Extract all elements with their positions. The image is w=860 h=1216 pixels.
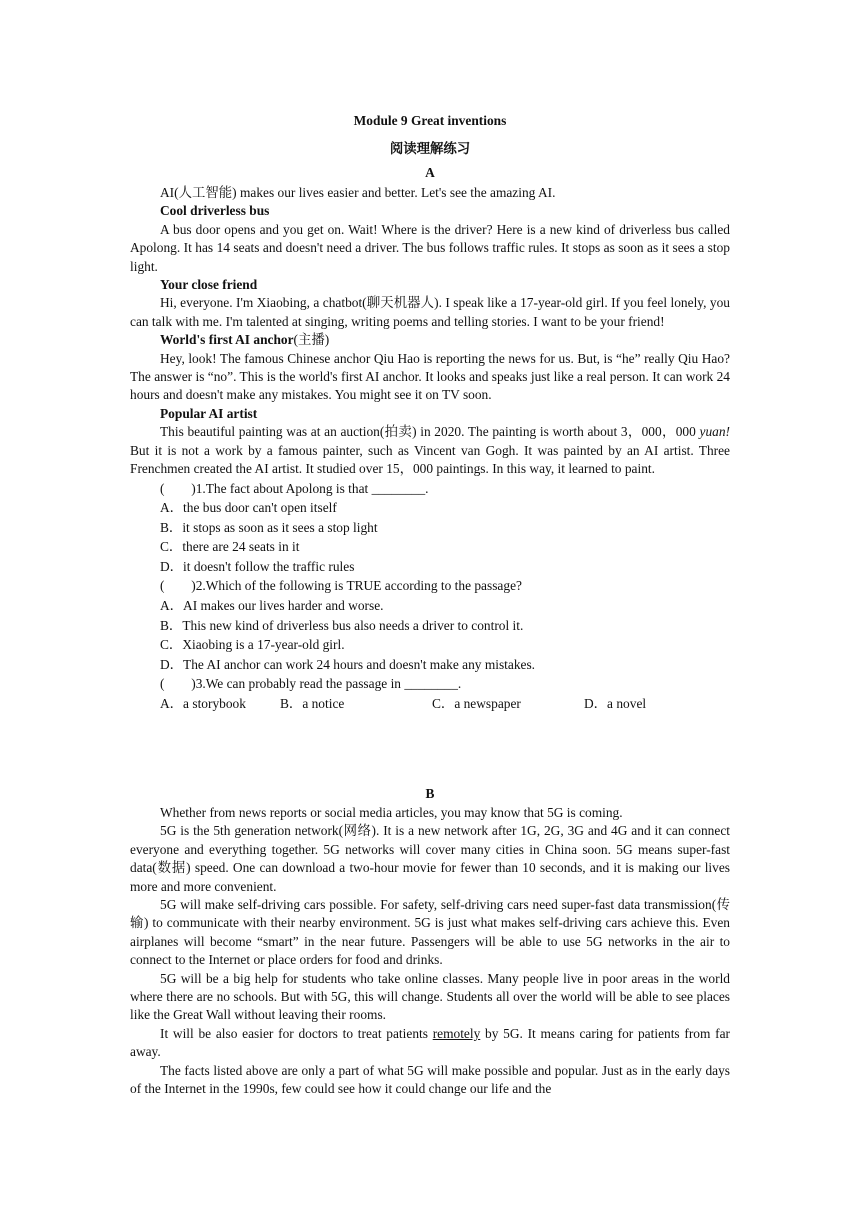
exercise-subtitle: 阅读理解练习 xyxy=(389,141,471,156)
paragraph-driverless-bus: A bus door opens and you get on. Wait! Where is the driver? Here is a new kind of driverless bus called Apolong. It has 14 seats and doesn't need a driver. The bus follows traffic rules. It stops as soon as it sees a stop light. xyxy=(130,221,730,274)
q3-option-c: C．a newspaper xyxy=(432,696,521,712)
q3-options xyxy=(130,694,730,714)
question-3: ( )3.We can probably read the passage in ________. xyxy=(160,676,462,692)
q2-option-c: C．Xiaobing is a 17-year-old girl. xyxy=(160,637,345,653)
section-b xyxy=(130,804,730,1099)
b-paragraph-5-underlined: remotely xyxy=(432,1025,481,1041)
section-a xyxy=(130,184,730,714)
b-paragraph-2: 5G is the 5th generation network(网络). It is a new network after 1G, 2G, 3G and 4G and it can connect everyone and everything together. 5G networks will cover many cities in China soon. 5G means super-fast data(数据) speed. One can download a two-hour movie for fewer than 10 seconds, and it is making our lives more and more convenient. xyxy=(130,823,730,894)
q3-option-a: A．a storybook xyxy=(160,696,246,712)
b-paragraph-5-part1: It will be also easier for doctors to treat patients xyxy=(160,1025,433,1041)
intro-paragraph: AI(人工智能) makes our lives easier and better. Let's see the amazing AI. xyxy=(160,185,556,200)
q2-option-b: B．This new kind of driverless bus also needs a driver to control it. xyxy=(160,617,524,633)
b-paragraph-4: 5G will be a big help for students who take online classes. Many people live in poor areas in the world where there are no schools. But with 5G, this will change. Students all over the world will be able to see places like the Great Wall without leaving their rooms. xyxy=(130,970,730,1023)
heading-ai-anchor-gloss: (主播) xyxy=(293,332,330,348)
b-paragraph-3: 5G will make self-driving cars possible. For safety, self-driving cars need super-fast data transmission(传输) to communicate with their nearby environment. 5G is just what makes self-driving cars achieve this. Even airplanes will become “smart” in the near future. Passengers will be able to use 5G networks in the air to connect to the Internet or place orders for food and drinks. xyxy=(130,897,730,968)
b-paragraph-5 xyxy=(130,1025,730,1062)
q3-option-d: D．a novel xyxy=(584,696,647,712)
heading-ai-artist: Popular AI artist xyxy=(160,405,258,421)
q2-option-d: D．The AI anchor can work 24 hours and doesn't make any mistakes. xyxy=(160,656,536,672)
q1-option-c: C．there are 24 seats in it xyxy=(160,539,300,555)
paragraph-ai-anchor: Hey, look! The famous Chinese anchor Qiu Hao is reporting the news for us. But, is “he” really Qiu Hao? The answer is “no”. This is the world's first AI anchor. It looks and speaks just like a real person. It can work 24 hours and doesn't make any mistakes. You might see it on TV soon. xyxy=(130,350,730,403)
heading-ai-anchor xyxy=(130,331,730,349)
q1-option-a: A．the bus door can't open itself xyxy=(160,500,337,516)
paragraph-ai-artist xyxy=(130,423,730,478)
heading-driverless-bus: Cool driverless bus xyxy=(160,203,270,219)
heading-close-friend: Your close friend xyxy=(160,277,258,293)
module-title: Module 9 Great inventions xyxy=(353,113,507,128)
q1-option-d: D．it doesn't follow the traffic rules xyxy=(160,558,355,574)
question-2: ( )2.Which of the following is TRUE according to the passage? xyxy=(160,578,522,594)
q1-option-b: B．it stops as soon as it sees a stop light xyxy=(160,519,378,535)
b-paragraph-1: Whether from news reports or social media articles, you may know that 5G is coming. xyxy=(160,805,623,820)
paragraph-ai-artist-part1: This beautiful painting was at an auction(拍卖) in 2020. The painting is worth about 3，000，000 xyxy=(160,424,700,440)
paragraph-ai-artist-italic: yuan! xyxy=(699,424,730,440)
heading-ai-anchor-bold: World's first AI anchor xyxy=(160,332,294,348)
section-a-label: A xyxy=(425,165,435,180)
q3-option-b: B．a notice xyxy=(280,696,345,712)
question-1: ( )1.The fact about Apolong is that ________. xyxy=(160,480,429,496)
b-paragraph-5-part2: by 5G. It means caring for patients from far away. xyxy=(130,1025,730,1060)
paragraph-ai-artist-part2: But it is not a work by a famous painter, such as Vincent van Gogh. It was painted by an AI artist. Three Frenchmen created the AI artist. It studied over 15，000 paintings. In this way, it learned to paint. xyxy=(130,442,730,477)
section-b-label: B xyxy=(425,786,435,801)
paragraph-close-friend: Hi, everyone. I'm Xiaobing, a chatbot(聊天机器人). I speak like a 17-year-old girl. If you feel lonely, you can talk with me. I'm talented at singing, writing poems and telling stories. I want to be your friend! xyxy=(130,295,730,329)
q2-option-a: A．AI makes our lives harder and worse. xyxy=(160,598,384,614)
b-paragraph-6: The facts listed above are only a part of what 5G will make possible and popular. Just as in the early days of the Internet in the 1990s, few could see how it could change our life and the xyxy=(130,1062,730,1097)
